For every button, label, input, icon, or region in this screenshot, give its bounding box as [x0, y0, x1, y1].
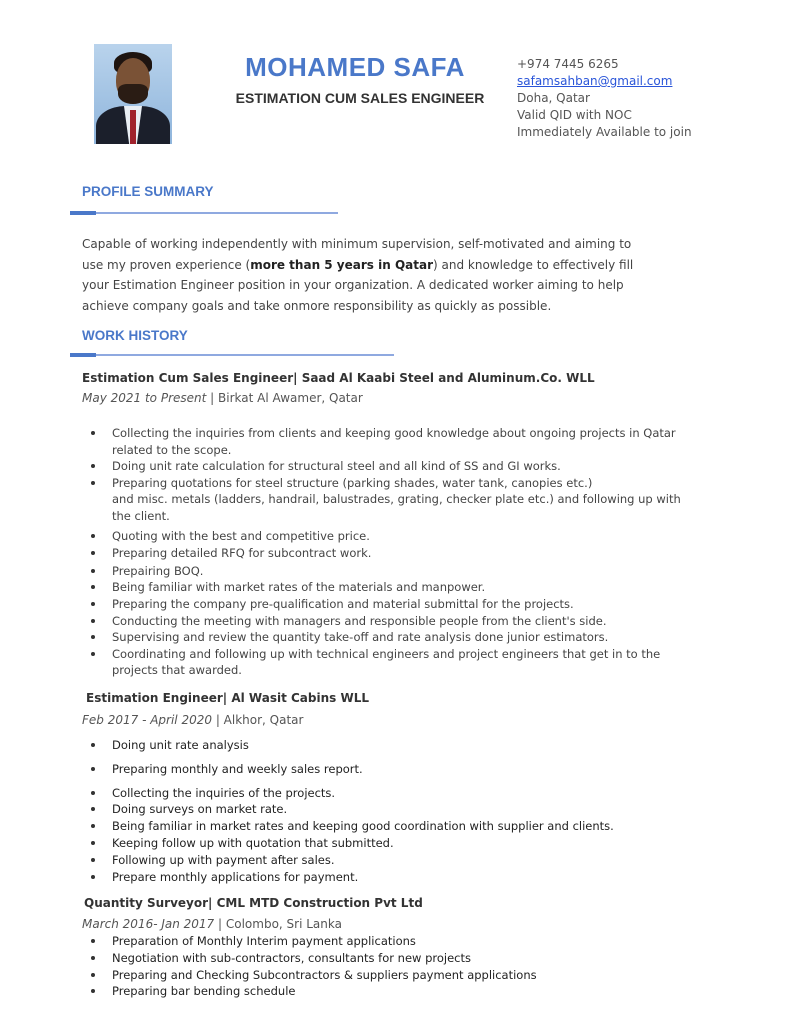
phone-number: +974 7445 6265: [517, 57, 619, 71]
list-item: Being familiar in market rates and keeping good coordination with supplier and clients.: [82, 818, 702, 835]
list-item: Preparing bar bending schedule: [82, 983, 702, 1000]
job-1-duties: [82, 425, 702, 679]
list-item: Doing surveys on market rate.: [82, 801, 702, 818]
list-item: Prepairing BOQ.: [82, 563, 702, 580]
list-item: Preparing the company pre-qualification and material submittal for the projects.: [82, 596, 702, 613]
list-item: Preparing monthly and weekly sales report.: [82, 761, 702, 778]
job-title-3: Quantity Surveyor| CML MTD Construction Pvt Ltd: [84, 896, 423, 910]
job-meta-2: Feb 2017 - April 2020 | Alkhor, Qatar: [82, 713, 304, 727]
list-item: Following up with payment after sales.: [82, 852, 702, 869]
list-item: Quoting with the best and competitive price.: [82, 528, 702, 545]
job-meta-3: March 2016- Jan 2017 | Colombo, Sri Lanka: [82, 917, 342, 931]
list-item: Collecting the inquiries of the projects.: [82, 785, 702, 802]
list-item: Negotiation with sub-contractors, consultants for new projects: [82, 950, 702, 967]
email-link[interactable]: safamsahban@gmail.com: [517, 74, 673, 88]
candidate-title: ESTIMATION CUM SALES ENGINEER: [235, 90, 485, 106]
visa-status: Valid QID with NOC: [517, 108, 632, 122]
list-item: Collecting the inquiries from clients and keeping good knowledge about ongoing projects in Qatar related to the scope.: [82, 425, 702, 458]
list-item: Doing unit rate analysis: [82, 737, 702, 754]
profile-summary-heading: PROFILE SUMMARY: [82, 184, 214, 199]
contact-block: [517, 56, 692, 141]
job-title-2: Estimation Engineer| Al Wasit Cabins WLL: [86, 691, 370, 705]
profile-photo: [94, 44, 172, 144]
list-item: Doing unit rate calculation for structural steel and all kind of SS and GI works.: [82, 458, 702, 475]
job-title-1: Estimation Cum Sales Engineer| Saad Al Kaabi Steel and Aluminum.Co. WLL: [82, 371, 595, 385]
job-2-duties: [82, 737, 702, 885]
list-item-continuation: and misc. metals (ladders, handrail, balustrades, grating, checker plate etc.) and following up with the client.: [112, 492, 681, 523]
profile-summary-text: Capable of working independently with minimum supervision, self-motivated and aiming to use my proven experience (more than 5 years in Qatar) and knowledge to effectively fill your Estimation Engineer position in your organization. A dedicated worker aiming to help achieve company goals and take onmore responsibility as quickly as possible.: [82, 237, 634, 313]
job-meta-1: May 2021 to Present | Birkat Al Awamer, Qatar: [82, 391, 363, 405]
availability: Immediately Available to join: [517, 125, 692, 139]
list-item: Preparation of Monthly Interim payment applications: [82, 933, 702, 950]
location: Doha, Qatar: [517, 91, 590, 105]
list-item: Preparing detailed RFQ for subcontract work.: [82, 545, 702, 562]
list-item: Preparing and Checking Subcontractors & suppliers payment applications: [82, 967, 702, 984]
profile-summary-rule: [70, 212, 338, 214]
list-item: Keeping follow up with quotation that submitted.: [82, 835, 702, 852]
list-item: Preparing quotations for steel structure (parking shades, water tank, canopies etc.): [82, 475, 702, 492]
candidate-name: MOHAMED SAFA: [245, 52, 465, 82]
list-item: Prepare monthly applications for payment.: [82, 869, 702, 886]
list-item: Coordinating and following up with technical engineers and project engineers that get in to the projects that awarded.: [82, 646, 702, 679]
list-item: Being familiar with market rates of the materials and manpower.: [82, 579, 702, 596]
job-3-duties: [82, 933, 702, 1000]
work-history-rule: [70, 354, 394, 356]
work-history-heading: WORK HISTORY: [82, 328, 188, 343]
list-item: Supervising and review the quantity take-off and rate analysis done junior estimators.: [82, 629, 702, 646]
list-item: Conducting the meeting with managers and responsible people from the client's side.: [82, 613, 702, 630]
